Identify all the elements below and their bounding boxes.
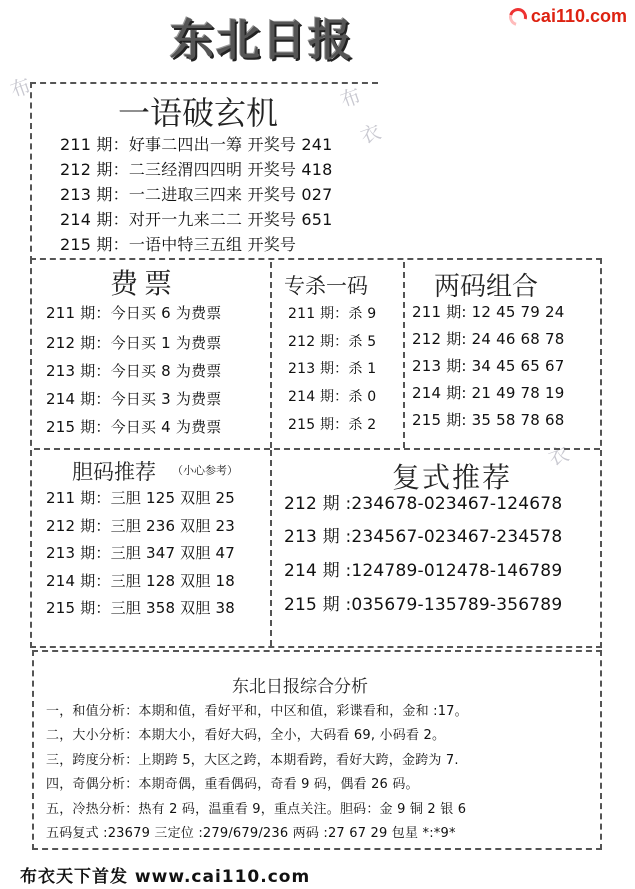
watermark-mark: 布	[337, 83, 365, 113]
dan-code-row: 213 期：三胆 347 双胆 47	[46, 544, 236, 562]
divider-v2	[403, 262, 405, 448]
free-ticket-row: 214 期：今日买 3 为费票	[46, 390, 222, 408]
dan-code-row: 214 期：三胆 128 双胆 18	[46, 572, 236, 590]
analysis-row: 一，和值分析：本期和值，看好平和，中区和值，彩谍看和，金和 :17。	[46, 704, 468, 719]
dan-code-title: 胆码推荐	[72, 460, 156, 484]
riddle-row: 214 期：对开一九来二二 开奖号 651	[60, 210, 333, 229]
brand-logo[interactable]	[509, 6, 627, 27]
two-code-row: 214 期: 21 49 78 19	[412, 384, 565, 402]
riddle-title: 一语破玄机	[118, 94, 279, 132]
dan-code-row: 215 期：三胆 358 双胆 38	[46, 599, 236, 617]
two-code-row: 212 期: 24 46 68 78	[412, 330, 565, 348]
two-code-title: 两码组合	[434, 272, 539, 302]
brand-arc-icon	[506, 4, 531, 29]
brand-text: cai110.com	[530, 6, 627, 26]
watermark-mark: 衣	[545, 441, 573, 471]
analysis-row: 四，奇偶分析：本期奇偶，重看偶码，奇看 9 码，偶看 26 码。	[46, 777, 419, 792]
analysis-row: 五码复式 :23679 三定位 :279/679/236 两码 :27 67 29 包星 *:*9*	[46, 826, 456, 841]
kill-one-row: 211 期：杀 9	[288, 306, 377, 322]
watermark-mark: 衣	[357, 119, 385, 149]
analysis-row: 三，跨度分析：上期跨 5，大区之跨，本期看跨，看好大跨，金跨为 7.	[46, 753, 459, 768]
divider-v1	[270, 262, 272, 448]
riddle-row: 213 期：一二进取三四来 开奖号 027	[60, 185, 333, 204]
riddle-row: 215 期：一语中特三五组 开奖号	[60, 235, 297, 254]
compound-row: 213 期 :234567-023467-234578	[284, 527, 563, 547]
riddle-row: 212 期：二三经渭四四明 开奖号 418	[60, 160, 333, 179]
kill-one-row: 214 期：杀 0	[288, 389, 377, 405]
free-ticket-row: 215 期：今日买 4 为费票	[46, 418, 222, 436]
watermark-mark: 布	[7, 73, 35, 103]
free-ticket-row: 213 期：今日买 8 为费票	[46, 362, 222, 380]
footer-link[interactable]: 布衣天下首发 www.cai110.com	[20, 867, 311, 887]
compound-row: 212 期 :234678-023467-124678	[284, 494, 563, 514]
free-ticket-row: 212 期：今日买 1 为费票	[46, 334, 222, 352]
compound-title: 复式推荐	[392, 461, 513, 494]
analysis-row: 五，冷热分析：热有 2 码，温重看 9，重点关注。胆码：金 9 铜 2 银 6	[46, 802, 467, 817]
dan-code-row: 211 期：三胆 125 双胆 25	[46, 489, 236, 507]
dan-code-note: （小心参考）	[172, 464, 238, 477]
analysis-title: 东北日报综合分析	[232, 677, 368, 697]
divider-v3	[270, 450, 272, 646]
kill-one-row: 215 期：杀 2	[288, 417, 377, 433]
masthead-title: 东北日报	[170, 15, 354, 66]
kill-one-row: 212 期：杀 5	[288, 334, 377, 350]
riddle-row: 211 期：好事二四出一筹 开奖号 241	[60, 135, 333, 154]
kill-one-title: 专杀一码	[284, 274, 368, 298]
two-code-row: 211 期: 12 45 79 24	[412, 303, 565, 321]
two-code-row: 213 期: 34 45 65 67	[412, 357, 565, 375]
kill-one-row: 213 期：杀 1	[288, 361, 377, 377]
analysis-row: 二，大小分析：本期大小，看好大码，全小，大码看 69, 小码看 2。	[46, 728, 446, 743]
free-ticket-row: 211 期：今日买 6 为费票	[46, 304, 222, 322]
dan-code-row: 212 期：三胆 236 双胆 23	[46, 517, 236, 535]
compound-row: 214 期 :124789-012478-146789	[284, 561, 563, 581]
compound-row: 215 期 :035679-135789-356789	[284, 595, 563, 615]
two-code-row: 215 期: 35 58 78 68	[412, 411, 565, 429]
free-ticket-title: 费票	[110, 267, 179, 300]
divider-h1	[34, 448, 600, 450]
